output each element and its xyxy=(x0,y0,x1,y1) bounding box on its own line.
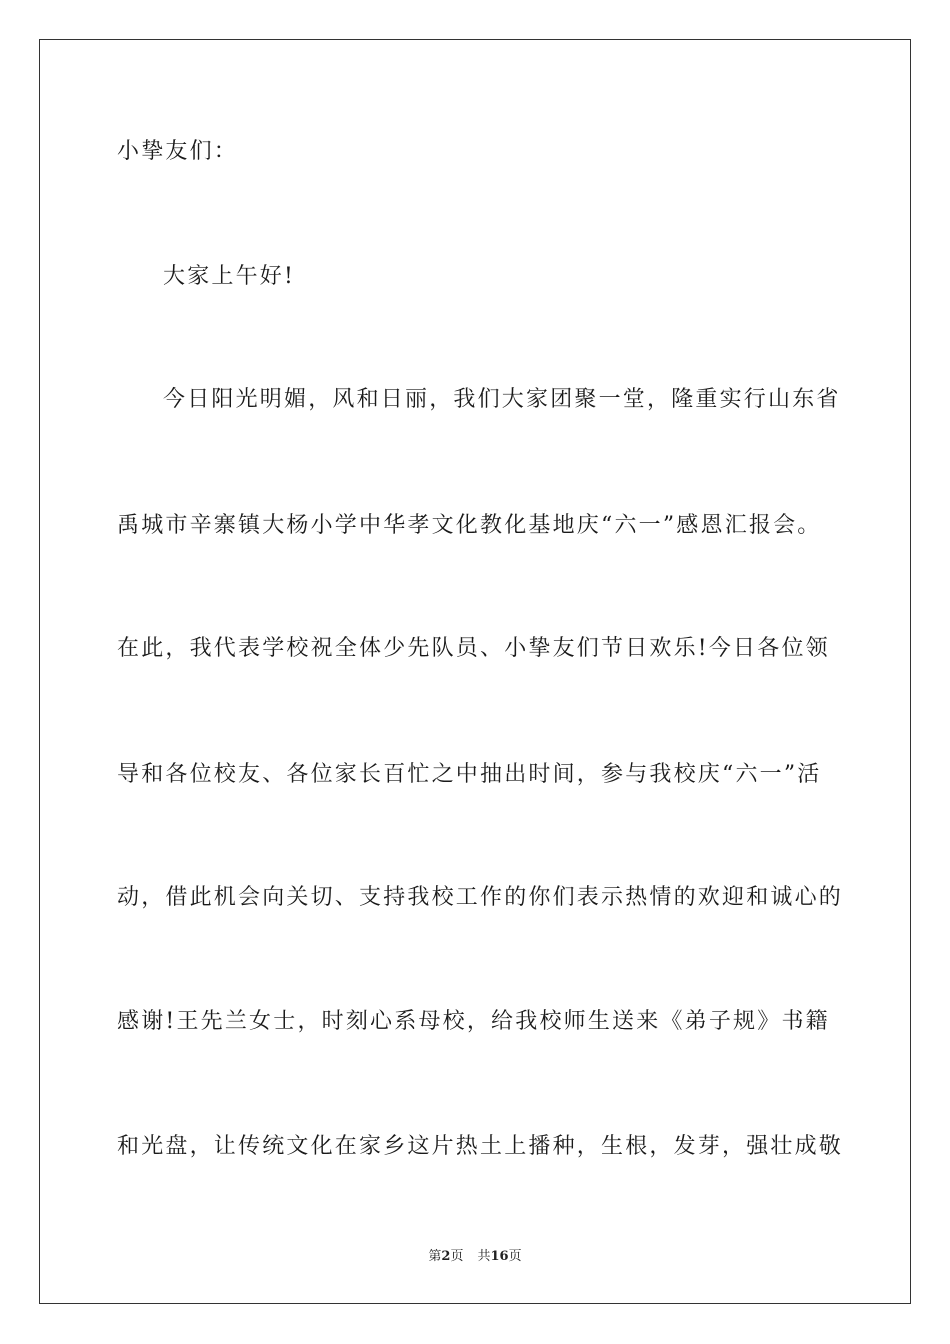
footer-total-suffix: 页 xyxy=(508,1249,522,1264)
body-line-5: 动，借此机会向关切、支持我校工作的你们表示热情的欢迎和诚心的 xyxy=(117,885,844,910)
page-border xyxy=(39,39,911,1304)
footer-page-prefix: 第 xyxy=(428,1249,442,1264)
body-line-7: 和光盘，让传统文化在家乡这片热土上播种，生根，发芽，强壮成敬 xyxy=(117,1134,844,1159)
body-line-6: 感谢!王先兰女士，时刻心系母校，给我校师生送来《弟子规》书籍 xyxy=(117,1009,830,1034)
body-line-3: 在此，我代表学校祝全体少先队员、小挚友们节日欢乐!今日各位领 xyxy=(117,636,830,661)
body-line-2: 禹城市辛寨镇大杨小学中华孝文化教化基地庆“六一”感恩汇报会。 xyxy=(117,513,822,538)
body-line-1: 今日阳光明媚，风和日丽，我们大家团聚一堂，隆重实行山东省 xyxy=(163,387,841,412)
footer-page-number: 2 xyxy=(441,1249,451,1264)
body-line-4: 导和各位校友、各位家长百忙之中抽出时间，参与我校庆“六一”活 xyxy=(117,762,822,787)
greeting-line: 大家上午好! xyxy=(163,264,296,289)
footer-total-pages: 16 xyxy=(490,1249,509,1264)
page-footer xyxy=(0,1248,950,1266)
footer-total-prefix: 共 xyxy=(477,1249,491,1264)
salutation-line: 小挚友们： xyxy=(117,139,239,164)
footer-page-suffix: 页 xyxy=(450,1249,464,1264)
